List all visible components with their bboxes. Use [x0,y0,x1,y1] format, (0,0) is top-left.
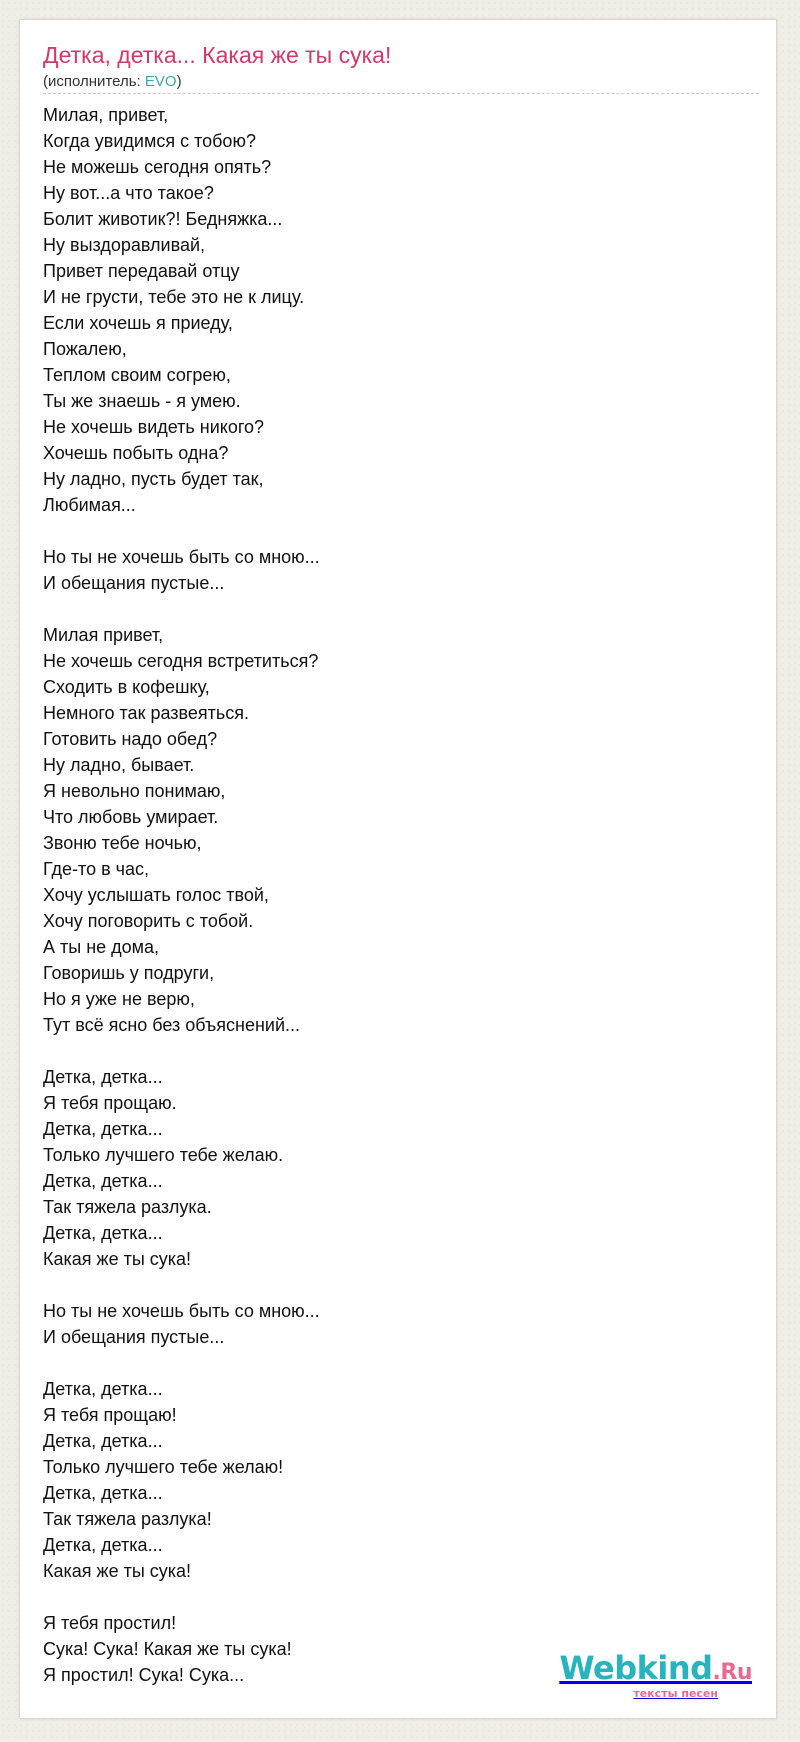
lyrics-line: Когда увидимся с тобою? [43,131,256,151]
logo-tld: .Ru [712,1660,752,1685]
logo-main-text: Webkind [559,1649,713,1687]
lyrics-line: Теплом своим согрею, [43,365,231,385]
lyrics-line: Говоришь у подруги, [43,963,215,983]
site-logo[interactable] [559,1649,752,1700]
lyrics-line: Детка, детка... [43,1171,163,1191]
lyrics-line: Я простил! Сука! Сука... [43,1665,245,1685]
lyrics-line: И обещания пустые... [43,573,225,593]
lyrics-card [19,19,777,1719]
logo-tagline: тексты песен [633,1687,718,1700]
lyrics-line: Но ты не хочешь быть со мною... [43,1301,320,1321]
lyrics-stanza [43,1064,743,1272]
lyrics-line: Детка, детка... [43,1119,163,1139]
lyrics-line: Хочу услышать голос твой, [43,885,269,905]
lyrics-line: Ну выздоравливай, [43,235,206,255]
lyrics-line: Так тяжела разлука! [43,1509,212,1529]
song-title: Детка, детка... Какая же ты сука! [43,42,392,68]
artist-link[interactable]: EVO [144,73,177,90]
lyrics-line: Где-то в час, [43,859,150,879]
lyrics-line: Болит животик?! Бедняжка... [43,209,283,229]
lyrics-line: Любимая... [43,495,136,515]
lyrics-line: Детка, детка... [43,1535,163,1555]
lyrics-line: Что любовь умирает. [43,807,219,827]
lyrics-line: Хочешь побыть одна? [43,443,229,463]
lyrics-line: Милая привет, [43,625,164,645]
lyrics-stanza [43,1376,743,1584]
title-divider [43,93,759,94]
lyrics-stanza [43,1298,743,1350]
lyrics-line: Не хочешь сегодня встретиться? [43,651,319,671]
lyrics-line: Ну ладно, бывает. [43,755,195,775]
lyrics-line: Хочу поговорить с тобой. [43,911,254,931]
lyrics-text [43,102,743,1714]
lyrics-line: Готовить надо обед? [43,729,218,749]
lyrics-stanza [43,102,743,518]
lyrics-line: Ну ладно, пусть будет так, [43,469,264,489]
lyrics-line: Привет передавай отцу [43,261,240,281]
lyrics-line: Детка, детка... [43,1067,163,1087]
lyrics-line: Пожалею, [43,339,127,359]
lyrics-line: Детка, детка... [43,1223,163,1243]
lyrics-line: Я тебя прощаю. [43,1093,177,1113]
lyrics-line: Не хочешь видеть никого? [43,417,265,437]
lyrics-line: А ты не дома, [43,937,160,957]
lyrics-line: Не можешь сегодня опять? [43,157,272,177]
lyrics-line: Только лучшего тебе желаю. [43,1145,284,1165]
lyrics-line: Немного так развеяться. [43,703,250,723]
lyrics-line: Тут всё ясно без объяснений... [43,1015,301,1035]
lyrics-line: Но ты не хочешь быть со мною... [43,547,320,567]
lyrics-line: Сука! Сука! Какая же ты сука! [43,1639,292,1659]
lyrics-line: Я тебя простил! [43,1613,177,1633]
lyrics-line: Звоню тебе ночью, [43,833,202,853]
lyrics-line: И не грусти, тебе это не к лицу. [43,287,305,307]
lyrics-line: Я тебя прощаю! [43,1405,177,1425]
lyrics-line: Сходить в кофешку, [43,677,210,697]
logo-wordmark [559,1649,752,1688]
lyrics-line: Детка, детка... [43,1379,163,1399]
lyrics-line: Милая, привет, [43,105,169,125]
artist-suffix: ) [176,73,182,90]
lyrics-line: Но я уже не верю, [43,989,195,1009]
lyrics-line: И обещания пустые... [43,1327,225,1347]
lyrics-line: Ну вот...а что такое? [43,183,214,203]
lyrics-line: Если хочешь я приеду, [43,313,233,333]
artist-prefix: (исполнитель: [43,73,145,90]
lyrics-line: Ты же знаешь - я умею. [43,391,241,411]
lyrics-line: Детка, детка... [43,1431,163,1451]
lyrics-line: Так тяжела разлука. [43,1197,212,1217]
lyrics-stanza [43,622,743,1038]
artist-line [43,73,182,90]
lyrics-line: Детка, детка... [43,1483,163,1503]
lyrics-stanza [43,544,743,596]
lyrics-line: Только лучшего тебе желаю! [43,1457,284,1477]
lyrics-line: Какая же ты сука! [43,1249,192,1269]
lyrics-line: Я невольно понимаю, [43,781,226,801]
lyrics-line: Какая же ты сука! [43,1561,192,1581]
